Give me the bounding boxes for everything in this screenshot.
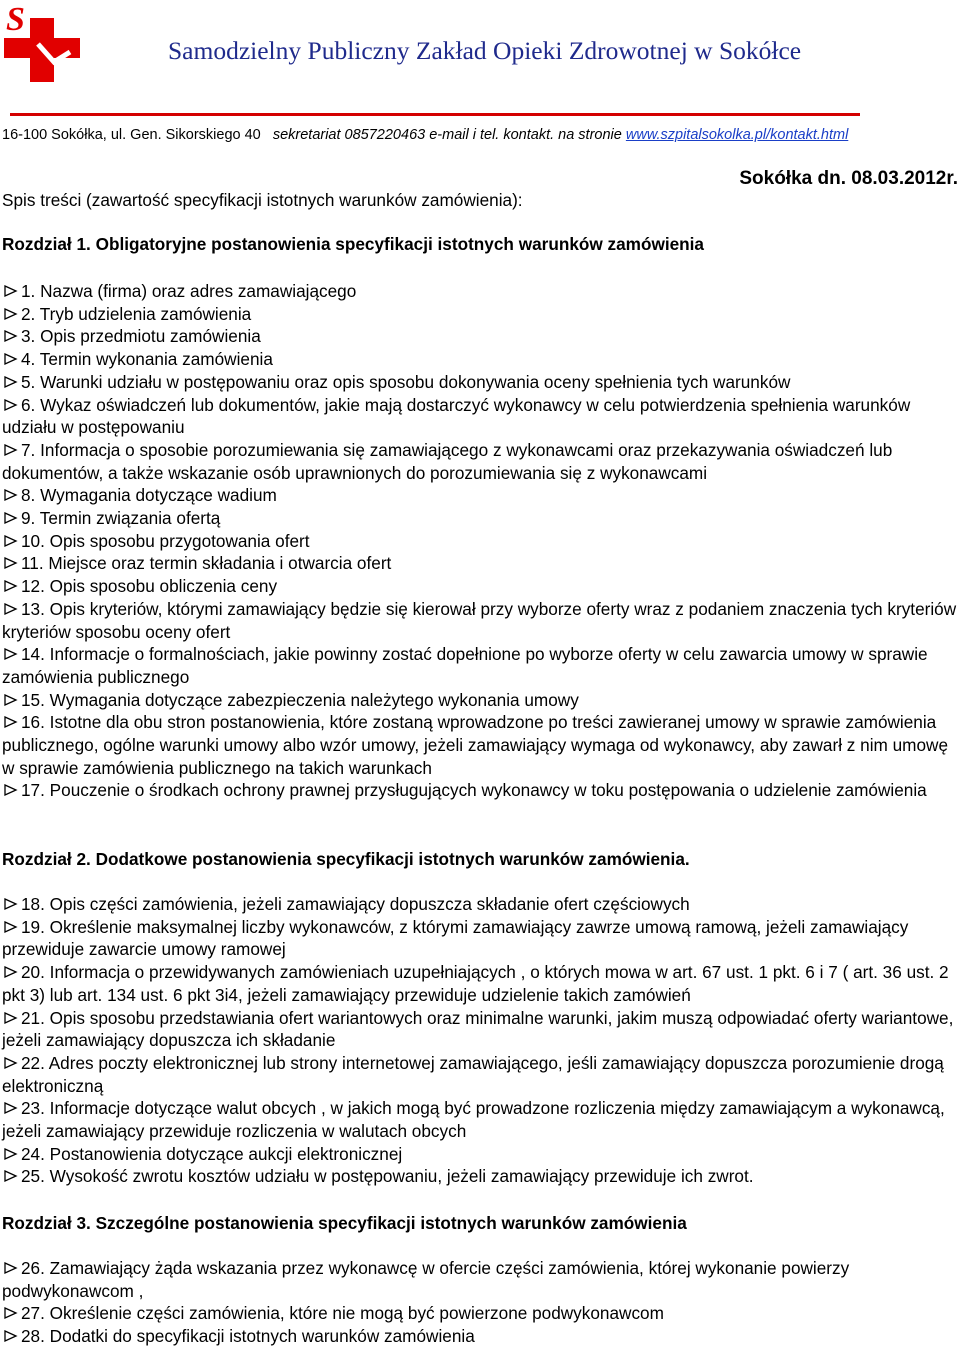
- red-cross-logo-icon: [0, 0, 88, 84]
- toc-item-text: 20. Informacja o przewidywanych zamówieniach uzupełniających , o których mowa w art. 67 ust. 1 pkt. 6 i 7 ( art. 36 ust. 2 pkt 3) lub art. 134 ust. 6 pkt 3i4, jeżeli zamawiający przewiduje udzielenie takich zamówień: [2, 962, 949, 1005]
- section-heading-2: Rozdział 2. Dodatkowe postanowienia specyfikacji istotnych warunków zamówienia.: [2, 849, 690, 869]
- toc-intro: Spis treści (zawartość specyfikacji istotnych warunków zamówienia):: [2, 190, 523, 210]
- arrow-right-icon: [4, 511, 18, 525]
- toc-item: [2, 916, 960, 961]
- arrow-right-icon: [4, 579, 18, 593]
- toc-item: [2, 689, 960, 712]
- address-contact: sekretariat 0857220463 e-mail i tel. kontakt. na stronie: [272, 127, 622, 143]
- arrow-right-icon: [4, 443, 18, 457]
- toc-item-text: 2. Tryb udzielenia zamówienia: [21, 303, 252, 324]
- toc-item-text: 16. Istotne dla obu stron postanowienia, które zostaną wprowadzone po treści zawieranej umowy w sprawie zamówienia publicznego, ogólne warunki umowy albo wzór umowy, jeżeli zamawiający wymaga od wykonawcy, aby zawarł z nim umowę w sprawie zamówienia publicznego na takich warunkach: [2, 712, 949, 778]
- arrow-right-icon: [4, 1011, 18, 1025]
- toc-item-text: 25. Wysokość zwrotu kosztów udziału w postępowaniu, jeżeli zamawiający przewiduje ich zwrot.: [21, 1166, 754, 1187]
- toc-item: [2, 303, 960, 326]
- arrow-right-icon: [4, 1306, 18, 1320]
- arrow-right-icon: [4, 329, 18, 343]
- toc-item: [2, 1325, 960, 1348]
- arrow-right-icon: [4, 284, 18, 298]
- toc-item: [2, 552, 960, 575]
- toc-item: [2, 507, 960, 530]
- toc-item: [2, 1007, 960, 1052]
- section-2-list: [2, 893, 960, 1188]
- document-date: Sokółka dn. 08.03.2012r.: [739, 168, 958, 189]
- toc-item-text: 19. Określenie maksymalnej liczby wykonawców, z którymi zamawiający zawrze umową ramową, jeżeli zamawiający przewiduje zawarcie umowy ramowej: [2, 916, 909, 960]
- toc-item: [2, 371, 960, 394]
- toc-item: [2, 530, 960, 553]
- toc-item: [2, 1143, 960, 1166]
- toc-item-text: 3. Opis przedmiotu zamówienia: [21, 326, 261, 347]
- toc-item: [2, 1165, 960, 1188]
- toc-item-text: 12. Opis sposobu obliczenia ceny: [21, 576, 278, 597]
- toc-item-text: 15. Wymagania dotyczące zabezpieczenia należytego wykonania umowy: [21, 689, 579, 710]
- section-heading-1: Rozdział 1. Obligatoryjne postanowienia specyfikacji istotnych warunków zamówienia: [2, 234, 704, 254]
- arrow-right-icon: [4, 647, 18, 661]
- arrow-right-icon: [4, 1261, 18, 1275]
- arrow-right-icon: [4, 398, 18, 412]
- toc-item-text: 1. Nazwa (firma) oraz adres zamawiającego: [21, 281, 357, 301]
- toc-item-text: 5. Warunki udziału w postępowaniu oraz opis sposobu dokonywania oceny spełnienia tych warunków: [21, 371, 791, 392]
- toc-item-text: 24. Postanowienia dotyczące aukcji elektronicznej: [21, 1143, 403, 1164]
- toc-item: [2, 575, 960, 598]
- address-plain: 16-100 Sokółka, ul. Gen. Sikorskiego 40: [2, 127, 261, 143]
- toc-item-text: 11. Miejsce oraz termin składania i otwarcia ofert: [21, 553, 392, 574]
- toc-item: [2, 348, 960, 371]
- toc-item: [2, 711, 960, 779]
- toc-item-text: 21. Opis sposobu przedstawiania ofert wariantowych oraz minimalne warunki, jakim muszą odpowiadać oferty wariantowe, jeżeli zamawiający dopuszcza ich składanie: [2, 1007, 954, 1051]
- arrow-right-icon: [4, 693, 18, 707]
- toc-item-text: 18. Opis części zamówienia, jeżeli zamawiający dopuszcza składanie ofert częściowych: [21, 894, 690, 914]
- contact-link[interactable]: www.szpitalsokolka.pl/kontakt.html: [625, 127, 849, 143]
- toc-item: [2, 484, 960, 507]
- arrow-right-icon: [4, 1169, 18, 1183]
- toc-item-text: 9. Termin związania ofertą: [21, 508, 221, 529]
- toc-item-text: 26. Zamawiający żąda wskazania przez wykonawcę w ofercie części zamówienia, której wykonanie powierzy podwykonawcom ,: [2, 1258, 850, 1301]
- toc-item-text: 4. Termin wykonania zamówienia: [21, 349, 273, 370]
- toc-item: [2, 439, 960, 484]
- toc-item: [2, 1052, 960, 1097]
- arrow-right-icon: [4, 1056, 18, 1070]
- header-divider: [10, 113, 860, 116]
- section-heading-3: Rozdział 3. Szczególne postanowienia specyfikacji istotnych warunków zamówienia: [2, 1213, 687, 1233]
- hospital-logo: [0, 0, 88, 84]
- arrow-right-icon: [4, 534, 18, 548]
- toc-item: [2, 961, 960, 1006]
- toc-item-text: 22. Adres poczty elektronicznej lub strony internetowej zamawiającego, jeśli zamawiający dopuszcza porozumienie drogą elektroniczną: [2, 1052, 944, 1096]
- svg-text:S: S: [6, 1, 25, 38]
- arrow-right-icon: [4, 352, 18, 366]
- toc-item: [2, 1097, 960, 1142]
- toc-item-text: 23. Informacje dotyczące walut obcych , w jakich mogą być prowadzone rozliczenia między zamawiającym a wykonawcą, jeżeli zamawiający przewiduje rozliczenia w walutach obcych: [2, 1098, 945, 1142]
- arrow-right-icon: [4, 1101, 18, 1115]
- arrow-right-icon: [4, 307, 18, 321]
- arrow-right-icon: [4, 602, 18, 616]
- section-3-list: [2, 1257, 960, 1348]
- toc-item: [2, 779, 960, 802]
- toc-item-text: 17. Pouczenie o środkach ochrony prawnej przysługujących wykonawcy w toku postępowania o udzielenie zamówienia: [21, 780, 927, 801]
- toc-item: [2, 394, 960, 439]
- organization-name: Samodzielny Publiczny Zakład Opieki Zdrowotnej w Sokółce: [168, 36, 802, 65]
- toc-item-text: 6. Wykaz oświadczeń lub dokumentów, jakie mają dostarczyć wykonawcy w celu potwierdzenia spełnienia warunków udziału w postępowaniu: [2, 394, 911, 438]
- toc-item-text: 8. Wymagania dotyczące wadium: [21, 485, 277, 506]
- toc-item-text: 27. Określenie części zamówienia, które nie mogą być powierzone podwykonawcom: [21, 1303, 664, 1324]
- toc-item: [2, 598, 960, 643]
- toc-item: [2, 1302, 960, 1325]
- toc-item-text: 28. Dodatki do specyfikacji istotnych warunków zamówienia: [21, 1326, 475, 1347]
- toc-item-text: 7. Informacja o sposobie porozumiewania się zamawiającego z wykonawcami oraz przekazywania oświadczeń lub dokumentów, a także wskazanie osób uprawnionych do porozumiewania się z wykonawcami: [2, 439, 893, 483]
- toc-item: [2, 893, 960, 916]
- arrow-right-icon: [4, 965, 18, 979]
- address-line: [2, 127, 848, 143]
- arrow-right-icon: [4, 488, 18, 502]
- toc-item: [2, 280, 960, 303]
- arrow-right-icon: [4, 897, 18, 911]
- toc-item-text: 10. Opis sposobu przygotowania ofert: [21, 530, 310, 551]
- arrow-right-icon: [4, 1147, 18, 1161]
- toc-item: [2, 1257, 960, 1302]
- arrow-right-icon: [4, 920, 18, 934]
- arrow-right-icon: [4, 375, 18, 389]
- arrow-right-icon: [4, 783, 18, 797]
- toc-item-text: 13. Opis kryteriów, którymi zamawiający będzie się kierował przy wyborze oferty wraz z podaniem znaczenia tych kryteriów kryteriów sposobu oceny ofert: [2, 598, 957, 642]
- section-1-list: [2, 280, 960, 802]
- arrow-right-icon: [4, 715, 18, 729]
- arrow-right-icon: [4, 1329, 18, 1343]
- toc-item: [2, 643, 960, 688]
- toc-item-text: 14. Informacje o formalnościach, jakie powinny zostać dopełnione po wyborze oferty w celu zawarcia umowy w sprawie zamówienia publicznego: [2, 644, 928, 687]
- arrow-right-icon: [4, 556, 18, 570]
- toc-item: [2, 325, 960, 348]
